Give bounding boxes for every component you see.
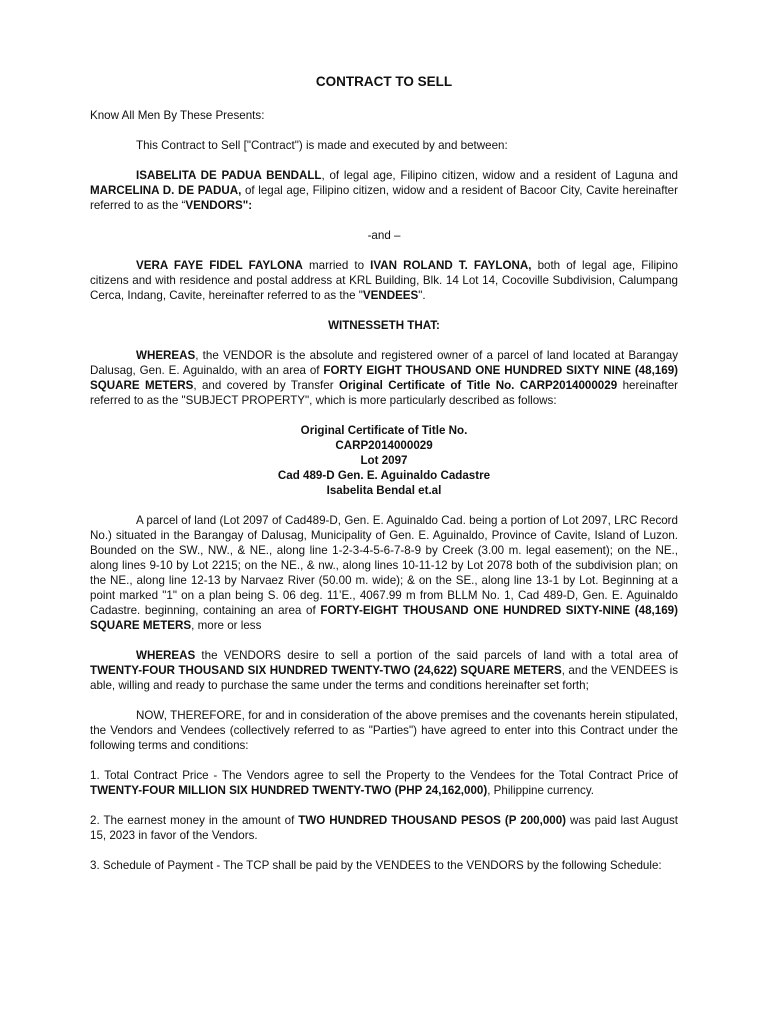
term-schedule-of-payment: 3. Schedule of Payment - The TCP shall be paid by the VENDEES to the VENDORS by the following Schedule: [90,859,662,872]
vendees-label: VENDEES [362,289,419,302]
title-description-block [90,423,678,498]
and-separator: -and – [367,229,401,242]
title-block-line: Isabelita Bendal et.al [326,484,442,497]
title-block-line: CARP2014000029 [335,439,433,452]
vendee-name-1: VERA FAYE FIDEL FAYLONA [136,259,303,272]
vendors-paragraph: ISABELITA DE PADUA BENDALL, of legal age, Filipino citizen, widow and a resident of Laguna and MARCELINA D. DE PADUA, of legal age, Filipino citizen, widow and a resident of Bacoor City, Cavite hereinafter referred to as the “VENDORS": [90,169,678,212]
vendor-name-2: MARCELINA D. DE PADUA, [90,184,242,197]
vendor-name-1: ISABELITA DE PADUA BENDALL [136,169,322,182]
document-body [90,108,678,888]
vendee-name-2: IVAN ROLAND T. FAYLONA, [370,259,532,272]
term-total-contract-price: 1. Total Contract Price - The Vendors agree to sell the Property to the Vendees for the Total Contract Price of TWENTY-FOUR MILLION SIX HUNDRED TWENTY-TWO (PHP 24,162,000), Philippine currency. [90,769,678,797]
document-title: CONTRACT TO SELL [315,74,453,89]
title-block-line: Original Certificate of Title No. [300,424,468,437]
parcel-description-paragraph: A parcel of land (Lot 2097 of Cad489-D, Gen. E. Aguinaldo Cad. being a portion of Lot 2097, LRC Record No.) situated in the Barangay of Dalusag, Municipality of Gen. E. Aguinaldo, Province of Cavite, Island of Luzon. Bounded on the SW., NW., & NE., along line 1-2-3-4-5-6-7-8-9 by Creek (3.00 m. legal easement); on the NE., along lines 9-10 by Lot 2215; on the NE., & nw., along lines 10-11-12 by Lot 2078 both of the subdivision plan; on the NE., along line 12-13 by Narvaez River (50.00 m. wide); & on the SE., along line 13-1 by Lot. Beginning at a point marked "1" on a plan being S. 06 deg. 11’E., 4067.99 m from BLLM No. 1, Cad 489-D, Gen. E. Aguinaldo Cadastre. beginning, containing an area of FORTY-EIGHT THOUSAND ONE HUNDRED SIXTY-NINE (48,169) SQUARE METERS, more or less [90,514,678,632]
title-block-line: Cad 489-D Gen. E. Aguinaldo Cadastre [277,469,491,482]
whereas-sell-paragraph: WHEREAS the VENDORS desire to sell a portion of the said parcels of land with a total area of TWENTY-FOUR THOUSAND SIX HUNDRED TWENTY-TWO (24,622) SQUARE METERS, and the VENDEES is able, willing and ready to purchase the same under the terms and conditions hereinafter set forth; [90,649,678,692]
intro-line: Know All Men By These Presents: [90,109,265,122]
vendees-paragraph: VERA FAYE FIDEL FAYLONA married to IVAN ROLAND T. FAYLONA, both of legal age, Filipino citizens and with residence and postal address at KRL Building, Blk. 14 Lot 14, Cocoville Subdivision, Calumpang Cerca, Indang, Cavite, hereinafter referred to as the "VENDEES". [90,259,678,302]
vendors-label: VENDORS": [185,199,253,212]
contract-made-paragraph: This Contract to Sell ["Contract") is made and executed by and between: [136,139,508,152]
witnesseth-heading: WITNESSETH THAT: [328,319,440,332]
term-earnest-money: 2. The earnest money in the amount of TWO HUNDRED THOUSAND PESOS (P 200,000) was paid last August 15, 2023 in favor of the Vendors. [90,814,679,842]
title-block-line: Lot 2097 [360,454,408,467]
now-therefore-paragraph: NOW, THEREFORE, for and in consideration of the above premises and the covenants herein stipulated, the Vendors and Vendees (collectively referred to as "Parties") have agreed to enter into this Contract under the following terms and conditions: [90,709,678,752]
whereas-owner-paragraph: WHEREAS, the VENDOR is the absolute and registered owner of a parcel of land located at Barangay Dalusag, Gen. E. Aguinaldo, with an area of FORTY EIGHT THOUSAND ONE HUNDRED SIXTY NINE (48,169) SQUARE METERS, and covered by Transfer Original Certificate of Title No. CARP2014000029 hereinafter referred to as the "SUBJECT PROPERTY", which is more particularly described as follows: [90,349,679,407]
